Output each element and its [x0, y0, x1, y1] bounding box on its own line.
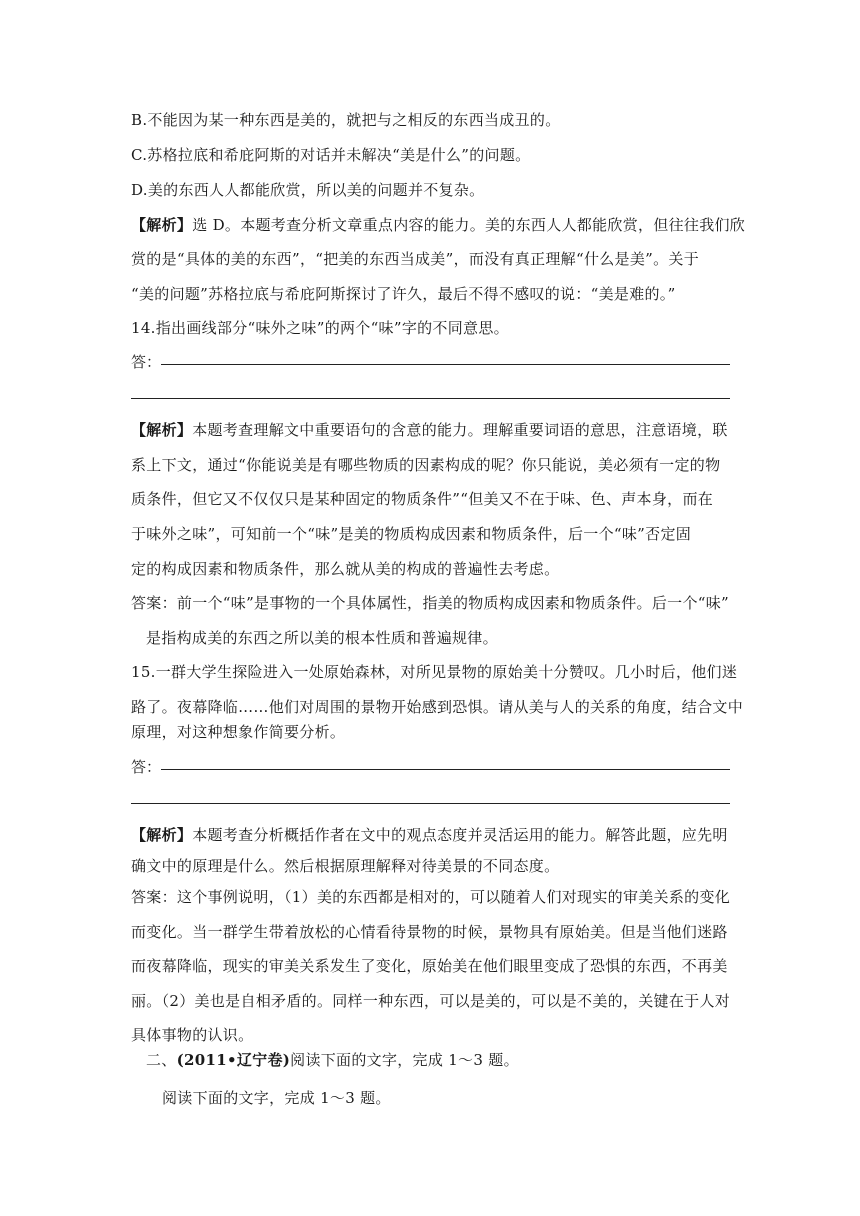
- answer-15-line-2: 而变化。当一群学生带着放松的心情看待景物的时候，景物具有原始美。但是当他们迷路: [131, 923, 728, 941]
- answer-label: 答：: [131, 353, 162, 371]
- option-b: B.不能因为某一种东西是美的，就把与之相反的东西当成丑的。: [131, 111, 561, 129]
- analysis-13-line-3: “美的问题”苏格拉底与希庇阿斯探讨了许久，最后不得不感叹的说：“美是难的。”: [131, 285, 676, 303]
- analysis-13-line-1: [131, 215, 745, 235]
- answer-15-line-4: 丽。（2）美也是自相矛盾的。同样一种东西，可以是美的，可以是不美的，关键在于人对: [131, 992, 731, 1010]
- option-c: C.苏格拉底和希庇阿斯的对话并未解决“美是什么”的问题。: [131, 146, 531, 164]
- analysis-text: 选 D。本题考查分析文章重点内容的能力。美的东西人人都能欣赏，但往往我们欣: [192, 216, 746, 234]
- answer-15-line-1: 答案：这个事例说明，（1）美的东西都是相对的，可以随着人们对现实的审美关系的变化: [131, 888, 731, 906]
- answer-label: 答：: [131, 758, 162, 776]
- section-prefix: 二、: [146, 1051, 177, 1069]
- analysis-tag: 【解析】: [131, 216, 193, 234]
- answer-15-line-5: 具体事物的认识。: [131, 1026, 254, 1044]
- analysis-14-line-5: 定的构成因素和物质条件，那么就从美的构成的普遍性去考虑。: [131, 560, 560, 578]
- section-text: 阅读下面的文字，完成 1～3 题。: [290, 1051, 519, 1069]
- answer-rule: [131, 398, 730, 399]
- reading-instruction: 阅读下面的文字，完成 1～3 题。: [162, 1089, 391, 1107]
- analysis-14-line-3: 质条件，但它又不仅仅只是某种固定的物质条件”“但美又不在于味、色、声本身，而在: [131, 490, 714, 508]
- answer-rule: [161, 769, 730, 770]
- analysis-15-line-2: 确文中的原理是什么。然后根据原理解释对待美景的不同态度。: [131, 857, 560, 875]
- analysis-14-line-2: 系上下文，通过“你能说美是有哪些物质的因素构成的呢？你只能说，美必须有一定的物: [131, 456, 721, 474]
- section-heading: [146, 1050, 519, 1070]
- analysis-tag: 【解析】: [131, 421, 193, 439]
- answer-14-line-2: 是指构成美的东西之所以美的根本性质和普遍规律。: [146, 629, 498, 647]
- analysis-13-line-2: 赏的是“具体的美的东西”，“把美的东西当成美”，而没有真正理解“什么是美”。关于: [131, 250, 700, 268]
- question-15-line-1: 15.一群大学生探险进入一处原始森林，对所见景物的原始美十分赞叹。几小时后，他们迷: [131, 663, 738, 681]
- answer-rule: [161, 364, 730, 365]
- analysis-text: 本题考查分析概括作者在文中的观点态度并灵活运用的能力。解答此题，应先明: [192, 826, 728, 844]
- answer-15-line-3: 而夜幕降临，现实的审美关系发生了变化，原始美在他们眼里变成了恐惧的东西，不再美: [131, 957, 728, 975]
- option-d: D.美的东西人人都能欣赏，所以美的问题并不复杂。: [131, 181, 485, 199]
- question-15-line-3: 原理，对这种想象作简要分析。: [131, 723, 346, 741]
- analysis-15-line-1: [131, 825, 728, 845]
- section-source: (2011•辽宁卷): [176, 1051, 291, 1069]
- answer-rule: [131, 803, 730, 804]
- question-14: 14.指出画线部分“味外之味”的两个“味”字的不同意思。: [131, 319, 509, 337]
- question-15-line-2: 路了。夜幕降临……他们对周围的景物开始感到恐惧。请从美与人的关系的角度，结合文中: [131, 698, 744, 716]
- analysis-14-line-4: 于味外之味”，可知前一个“味”是美的物质构成因素和物质条件，后一个“味”否定固: [131, 525, 692, 543]
- analysis-tag: 【解析】: [131, 826, 193, 844]
- answer-14-line-1: 答案：前一个“味”是事物的一个具体属性，指美的物质构成因素和物质条件。后一个“味”: [131, 594, 729, 612]
- analysis-text: 本题考查理解文中重要语句的含意的能力。理解重要词语的意思，注意语境，联: [192, 421, 728, 439]
- analysis-14-line-1: [131, 420, 728, 440]
